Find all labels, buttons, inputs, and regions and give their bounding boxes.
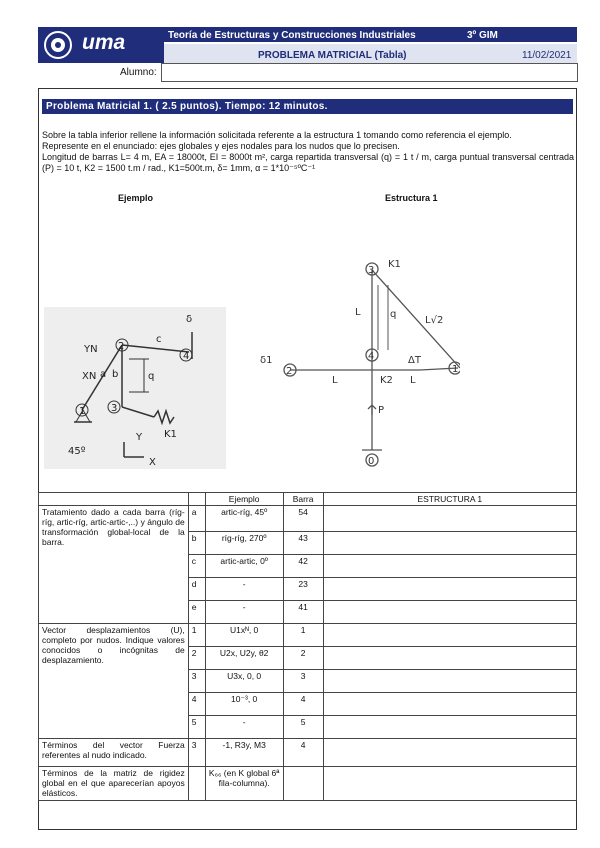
answer-cell[interactable] (323, 532, 576, 555)
s-spring-k2: K2 (380, 375, 393, 386)
example-cell: K₆₆ (en K global 6ª fila-columna). (205, 767, 283, 801)
example-cell: -1, R3y, M3 (205, 739, 283, 767)
instruction-line-3: Longitud de barras L= 4 m, EA = 18000t, EI = 8000t m², carga repartida transversal (q) = 1 t / m, carga puntual transversal centrada (P) = 10 t, K2 = 1500 t.m / rad., K1=500t.m, δ= 1mm, α = 1*10⁻⁵ºC⁻¹ (42, 152, 574, 173)
example-sketch (44, 307, 226, 469)
s-spring-k1: K1 (388, 259, 401, 270)
student-name-field[interactable] (161, 63, 578, 82)
instruction-line-1: Sobre la tabla inferior rellene la información solicitada referente a la estructura 1 tomando como referencia el ejemplo. (42, 130, 512, 140)
s-len-right: L (410, 375, 416, 386)
bar-cell: 2 (283, 647, 323, 670)
ex-axis-y: Y (136, 432, 143, 443)
logo-text: uma (82, 31, 126, 54)
ex-node-4: 4 (183, 351, 190, 362)
ex-axis-x: X (149, 457, 156, 468)
ex-axis-xn: XN (82, 371, 97, 382)
answer-cell[interactable] (323, 670, 576, 693)
ex-bar-c: c (156, 334, 162, 345)
ex-delta: δ (186, 314, 193, 325)
ex-angle: 45º (68, 446, 86, 457)
answer-cell[interactable] (323, 506, 576, 532)
answer-cell[interactable] (323, 601, 576, 624)
row-id: b (188, 532, 205, 555)
stiffness-label: Términos de la matriz de rigidez global en el que aparecerían apoyos elásticos. (39, 767, 189, 801)
force-label: Términos del vector Fuerza referentes al nudo indicado. (39, 739, 189, 767)
s-thermal: ΔT (408, 355, 421, 366)
answer-table (38, 492, 577, 801)
s-len-diag: L√2 (425, 315, 444, 326)
s-node-5: 2 (286, 366, 293, 377)
col-example: Ejemplo (205, 493, 283, 506)
bar-cell: 43 (283, 532, 323, 555)
exam-date: 11/02/2021 (522, 50, 572, 61)
bar-cell: 4 (283, 739, 323, 767)
row-id: a (188, 506, 205, 532)
ex-axis-yn: YN (84, 344, 98, 355)
course-name: Teoría de Estructuras y Construcciones Industriales (168, 30, 416, 41)
answer-cell[interactable] (323, 578, 576, 601)
example-cell: artic-ríg, 45º (205, 506, 283, 532)
answer-cell[interactable] (323, 624, 576, 647)
s-delta: δ1 (260, 355, 273, 366)
row-id: 2 (188, 647, 205, 670)
answer-cell[interactable] (323, 555, 576, 578)
bar-cell: 3 (283, 670, 323, 693)
example-cell: U2x, U2y, θ2 (205, 647, 283, 670)
row-id: 4 (188, 693, 205, 716)
s-len-left: L (332, 375, 338, 386)
bar-cell: 1 (283, 624, 323, 647)
university-seal-icon (38, 27, 78, 63)
ex-node-2: 2 (118, 341, 125, 352)
answer-cell[interactable] (323, 693, 576, 716)
problem-heading: Problema Matricial 1. ( 2.5 puntos). Tiempo: 12 minutos. (42, 99, 573, 114)
col-structure: ESTRUCTURA 1 (323, 493, 576, 506)
row-id: 3 (188, 670, 205, 693)
row-id: e (188, 601, 205, 624)
example-cell: - (205, 716, 283, 739)
structure-1-sketch (250, 255, 460, 470)
example-cell: ríg-ríg, 270º (205, 532, 283, 555)
s-node-4: 4 (368, 351, 375, 362)
example-cell: - (205, 578, 283, 601)
example-cell: U3x, 0, 0 (205, 670, 283, 693)
bar-cell: 5 (283, 716, 323, 739)
s-load-p: P (378, 405, 385, 416)
row-id: 3 (188, 739, 205, 767)
row-id: 1 (188, 624, 205, 647)
treatment-label: Tratamiento dado a cada barra (ríg-ríg, artic-ríg, artic-artic-,..) y ángulo de transformación global-local de la barra. (39, 506, 189, 624)
row-id: d (188, 578, 205, 601)
ex-bar-b: b (112, 369, 119, 380)
answer-cell[interactable] (323, 716, 576, 739)
answer-cell[interactable] (323, 767, 576, 801)
bar-cell: 42 (283, 555, 323, 578)
example-cell: U1xᴺ, 0 (205, 624, 283, 647)
row-id: 5 (188, 716, 205, 739)
s-node-0: 0 (368, 456, 375, 467)
col-bar: Barra (283, 493, 323, 506)
bar-cell: 4 (283, 693, 323, 716)
example-cell: artic-artic, 0º (205, 555, 283, 578)
bar-cell: 41 (283, 601, 323, 624)
example-label: Ejemplo (118, 193, 154, 203)
vector-label: Vector desplazamientos (U), completo por nudos. Indique valores conocidos o incógnitas de desplazamiento. (39, 624, 189, 739)
structure-label: Estructura 1 (385, 193, 438, 203)
student-label: Alumno: (120, 67, 157, 78)
problem-type-title: PROBLEMA MATRICIAL (Tabla) (258, 50, 407, 61)
ex-node-1: 1 (79, 406, 86, 417)
answer-cell[interactable] (323, 647, 576, 670)
uma-logo (38, 27, 164, 63)
bar-cell: 54 (283, 506, 323, 532)
ex-load-q: q (148, 371, 155, 382)
s-node-3: 3 (368, 265, 375, 276)
s-load-q: q (390, 309, 397, 320)
grade-label: 3º GIM (467, 30, 498, 41)
example-cell: - (205, 601, 283, 624)
example-cell: 10⁻³, 0 (205, 693, 283, 716)
ex-node-3: 3 (111, 403, 118, 414)
row-id: c (188, 555, 205, 578)
s-node-2: 1 (452, 364, 459, 375)
s-len-vert: L (355, 307, 361, 318)
ex-bar-a: a (100, 369, 107, 380)
ex-spring-k1: K1 (164, 429, 177, 440)
instruction-line-2: Represente en el enunciado: ejes globales y ejes nodales para los nudos que lo precisen. (42, 141, 400, 151)
bar-cell: 23 (283, 578, 323, 601)
answer-cell[interactable] (323, 739, 576, 767)
